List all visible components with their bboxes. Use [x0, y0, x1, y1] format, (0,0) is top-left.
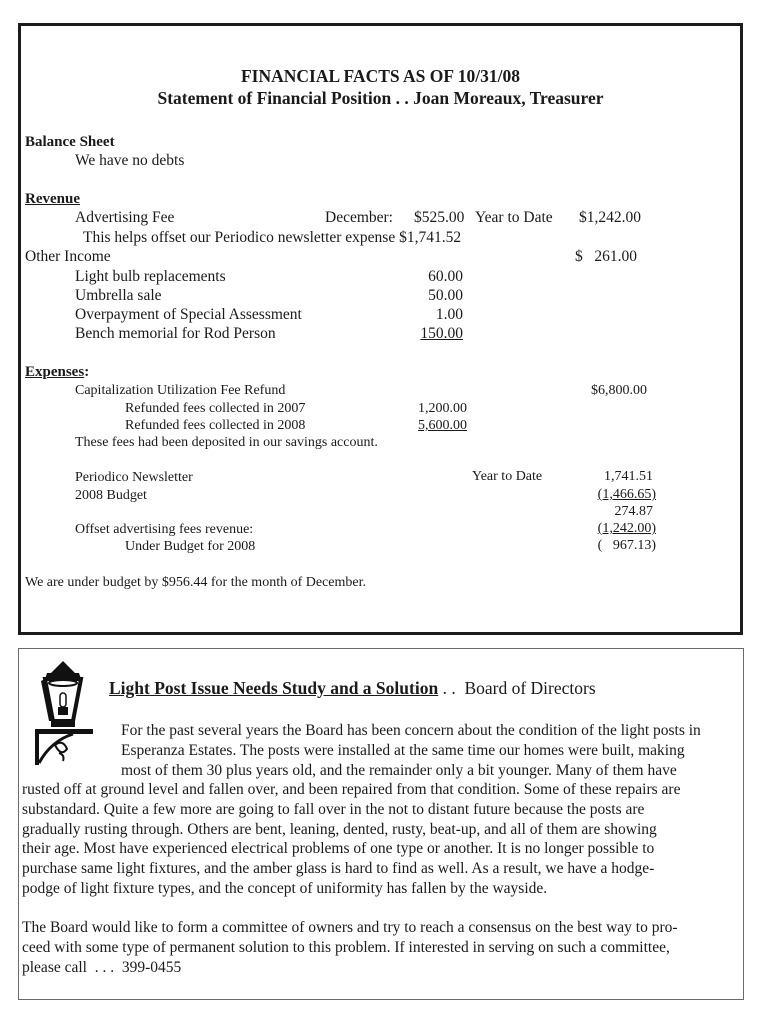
newsletter-ytd-value: 1,741.51 — [604, 469, 653, 484]
financial-facts-box — [18, 23, 743, 635]
expenses-heading-text: Expenses — [25, 364, 85, 380]
article-line: The Board would like to form a committee of owners and try to reach a consensus on the best way to pro- — [22, 919, 678, 936]
budget-difference: 274.87 — [614, 504, 653, 519]
advertising-month-label: December: — [325, 209, 393, 226]
financial-title: FINANCIAL FACTS AS OF 10/31/08 — [240, 66, 521, 86]
cap-fee-item-value: 1,200.00 — [418, 401, 467, 416]
article-line: please call . . . 399-0455 — [22, 958, 182, 976]
newsletter-label: Periodico Newsletter — [75, 470, 193, 485]
other-income-label: Other Income — [25, 248, 111, 265]
article-line: their age. Most have experienced electrical problems of one type or another. It is no longer possible to — [22, 840, 655, 858]
cap-fee-total: $6,800.00 — [591, 383, 647, 398]
budget-value: (1,466.65) — [597, 487, 656, 502]
article-line: most of them 30 plus years old, and the remainder only a bit younger. Many of them have — [121, 761, 677, 779]
other-income-item-value: 60.00 — [428, 268, 463, 285]
cap-fee-item-label: Refunded fees collected in 2007 — [125, 401, 306, 416]
offset-value: (1,242.00) — [597, 521, 656, 536]
cap-fee-item-value: 5,600.00 — [418, 418, 467, 433]
financial-subtitle: Statement of Financial Position . . Joan Moreaux, Treasurer — [157, 88, 604, 108]
expenses-heading-colon: : — [84, 364, 90, 380]
under-budget-label: Under Budget for 2008 — [125, 539, 256, 554]
article-line: ceed with some type of permanent solution to this problem. If interested in serving on such a committee, — [22, 938, 670, 956]
advertising-ytd-value: $1,242.00 — [579, 209, 641, 226]
under-budget-value: ( 967.13) — [597, 538, 656, 553]
advertising-note: This helps offset our Periodico newsletter expense $1,741.52 — [83, 229, 462, 246]
budget-summary: We are under budget by $956.44 for the month of December. — [25, 575, 366, 590]
article-line: For the past several years the Board has been concern about the condition of the light posts in — [121, 722, 701, 739]
advertising-ytd-label: Year to Date — [475, 209, 553, 226]
cap-fee-label: Capitalization Utilization Fee Refund — [75, 383, 286, 398]
other-income-item-value: 1.00 — [435, 306, 463, 323]
article-paragraph-2 — [22, 918, 678, 977]
other-income-item-label: Umbrella sale — [75, 287, 162, 304]
revenue-heading: Revenue — [25, 191, 80, 207]
other-income-item-label: Light bulb replacements — [75, 268, 226, 285]
article-paragraph-1-indented — [121, 721, 701, 780]
article-line: podge of light fixture types, and the concept of uniformity has fallen by the wayside. — [22, 879, 548, 897]
article-paragraph-1-body — [22, 780, 680, 899]
balance-sheet-text: We have no debts — [75, 152, 185, 169]
advertising-month-value: $525.00 — [414, 209, 465, 226]
other-income-item-label: Bench memorial for Rod Person — [75, 325, 276, 342]
budget-label: 2008 Budget — [75, 488, 147, 503]
other-income-total: $ 261.00 — [575, 248, 637, 265]
offset-label: Offset advertising fees revenue: — [75, 522, 254, 537]
newsletter-ytd-label: Year to Date — [472, 469, 543, 484]
other-income-item-value: 50.00 — [428, 287, 463, 304]
article-heading — [109, 678, 596, 699]
light-post-article-box — [18, 648, 744, 1000]
other-income-item-value: 150.00 — [420, 325, 463, 342]
article-line: gradually rusting through. Others are bent, leaning, dented, rusty, beat-up, and all of them are showing — [22, 820, 657, 838]
article-line: purchase same light fixtures, and the amber glass is hard to find as well. As a result, we have a hodge- — [22, 860, 655, 878]
article-headline: Light Post Issue Needs Study and a Solution — [109, 678, 439, 698]
article-line: substandard. Quite a few more are going to fall over in the not to distant future because the posts are — [22, 800, 645, 818]
cap-fee-note: These fees had been deposited in our savings account. — [75, 435, 378, 450]
article-line: Esperanza Estates. The posts were installed at the same time our homes were built, making — [121, 741, 685, 759]
cap-fee-item-label: Refunded fees collected in 2008 — [125, 418, 306, 433]
article-line: rusted off at ground level and fallen over, and been repaired from that condition. Some of these repairs are — [22, 781, 681, 798]
lamp-post-icon — [33, 659, 95, 767]
expenses-heading — [25, 364, 89, 381]
other-income-item-label: Overpayment of Special Assessment — [75, 306, 302, 323]
advertising-fee-label: Advertising Fee — [75, 209, 175, 226]
balance-sheet-heading: Balance Sheet — [25, 134, 115, 150]
article-byline: . . Board of Directors — [438, 678, 596, 698]
